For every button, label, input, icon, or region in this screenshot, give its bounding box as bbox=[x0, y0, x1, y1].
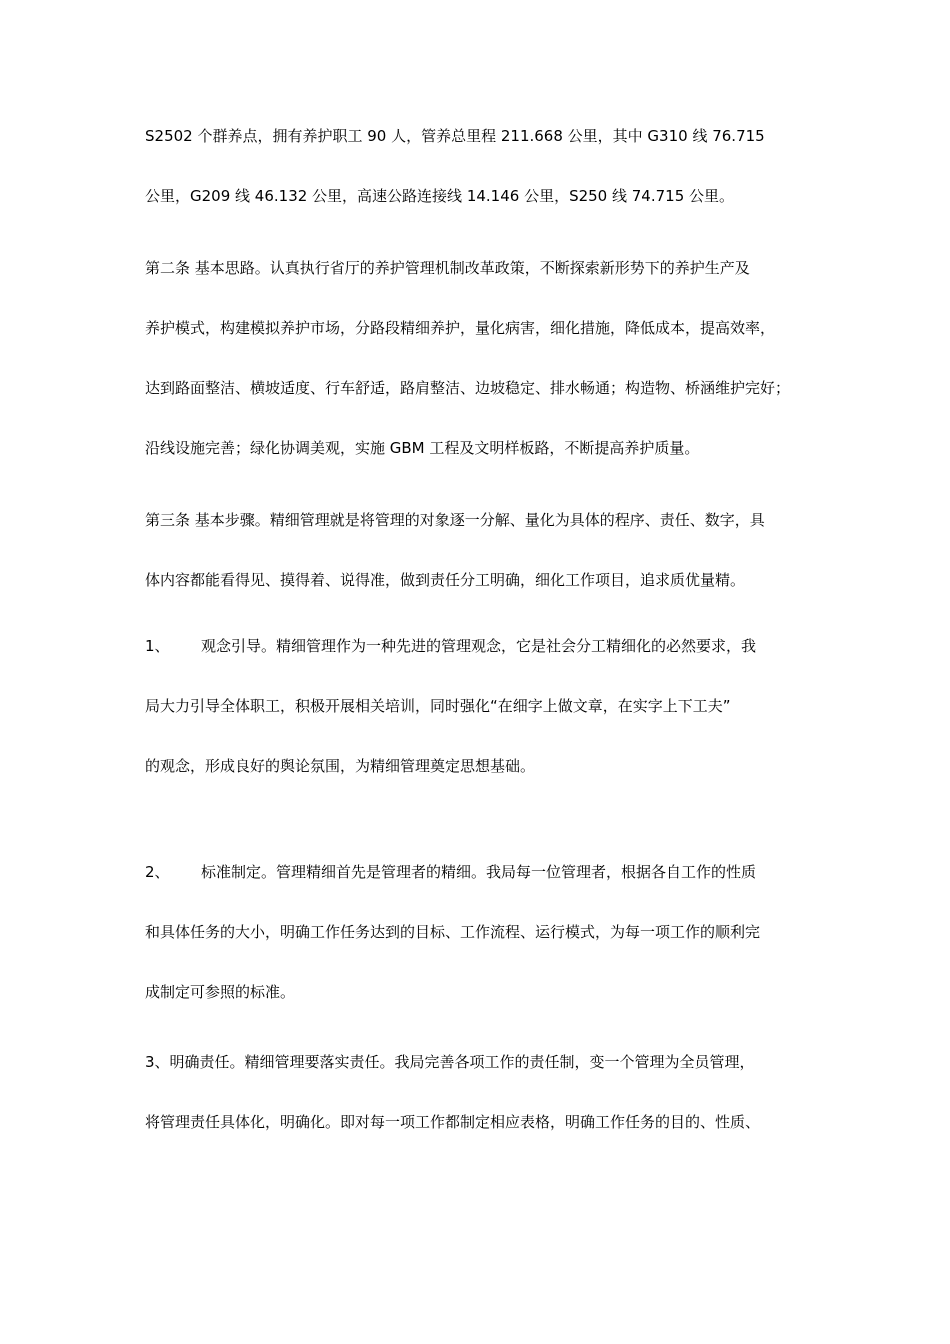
item-2-line-3: 成制定可参照的标准。 bbox=[145, 983, 296, 1001]
item-2-line-2: 和具体任务的大小，明确工作任务达到的目标、工作流程、运行模式，为每一项工作的顺利完 bbox=[145, 923, 761, 941]
item-2-number: 2、 bbox=[145, 863, 170, 881]
item-1-line-3: 的观念，形成良好的舆论氛围，为精细管理奠定思想基础。 bbox=[145, 757, 536, 775]
article-2-line-1: 第二条 基本思路。认真执行省厅的养护管理机制改革政策，不断探索新形势下的养护生产及 bbox=[145, 259, 750, 277]
paragraph-line-2: 公里，G209 线 46.132 公里，高速公路连接线 14.146 公里，S250 线 74.715 公里。 bbox=[145, 187, 735, 205]
item-3-line-1: 3、明确责任。精细管理要落实责任。我局完善各项工作的责任制，变一个管理为全员管理， bbox=[145, 1053, 755, 1071]
item-3-line-2: 将管理责任具体化，明确化。即对每一项工作都制定相应表格，明确工作任务的目的、性质、 bbox=[145, 1113, 761, 1131]
item-1-line-1 bbox=[145, 636, 825, 656]
article-2-line-2: 养护模式，构建模拟养护市场，分路段精细养护，量化病害，细化措施，降低成本，提高效率， bbox=[145, 319, 776, 337]
article-2-line-3: 达到路面整洁、横坡适度、行车舒适，路肩整洁、边坡稳定、排水畅通；构造物、桥涵维护完好； bbox=[145, 379, 791, 397]
article-3-line-2: 体内容都能看得见、摸得着、说得准，做到责任分工明确，细化工作项目，追求质优量精。 bbox=[145, 571, 746, 589]
item-1-line-2: 局大力引导全体职工，积极开展相关培训，同时强化“在细字上做文章，在实字上下工夫” bbox=[145, 697, 731, 715]
article-3-line-1: 第三条 基本步骤。精细管理就是将管理的对象逐一分解、量化为具体的程序、责任、数字，具 bbox=[145, 511, 765, 529]
item-1-text: 观念引导。精细管理作为一种先进的管理观念，它是社会分工精细化的必然要求，我 bbox=[201, 637, 757, 655]
item-1-number: 1、 bbox=[145, 637, 170, 655]
item-2-text: 标准制定。管理精细首先是管理者的精细。我局每一位管理者，根据各自工作的性质 bbox=[201, 863, 757, 881]
item-2-line-1 bbox=[145, 862, 825, 882]
paragraph-line-1: S2502 个群养点，拥有养护职工 90 人，管养总里程 211.668 公里，其中 G310 线 76.715 bbox=[145, 127, 765, 145]
article-2-line-4: 沿线设施完善；绿化协调美观，实施 GBM 工程及文明样板路，不断提高养护质量。 bbox=[145, 439, 700, 457]
